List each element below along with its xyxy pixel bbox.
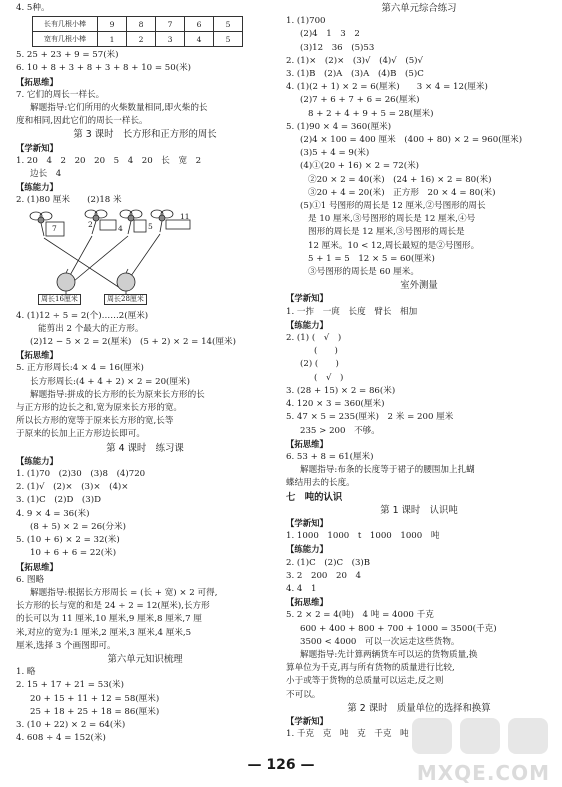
chapter-heading: 七 吨的认识: [286, 491, 343, 503]
answer-line: 2. (1)80 厘米 (2)18 米: [16, 195, 122, 206]
answer-line: 1. 略: [16, 667, 36, 678]
answer-line: 4. 120 × 3 = 360(厘米): [286, 399, 385, 410]
explanation-line: 度和相同,因此它们的周长一样长。: [16, 116, 148, 127]
explanation-line: 厘米,选择 3 个画图即可。: [16, 640, 116, 651]
explanation-line: 的长可以为 11 厘米,10 厘米,9 厘米,8 厘米,7 厘: [16, 614, 202, 625]
answer-line: 20 + 15 + 11 + 12 = 58(厘米): [30, 693, 160, 704]
explanation-line: 与正方形的边长之和,宽为原来长方形的宽。: [16, 403, 183, 414]
answer-line: 3. (28 + 15) × 2 = 86(米): [286, 385, 396, 396]
answer-line: (4)①(20 + 16) × 2 = 72(米): [300, 161, 420, 172]
answer-line: (5)①1 号图形的周长是 12 厘米,②号图形的周长: [300, 201, 486, 212]
left-column: [16, 2, 274, 745]
answer-line: 是 10 厘米,③号图形的周长是 12 厘米,④号: [308, 214, 476, 225]
answer-line: 5. 2 × 2 = 4(吨) 4 吨 = 4000 千克: [286, 610, 434, 621]
answer-line: 4. 4 1: [286, 583, 317, 594]
section-tag: 【拓思维】: [16, 350, 58, 361]
answer-line: 2. (1)C (2)C (3)B: [286, 557, 371, 568]
table-cell: 8: [127, 17, 156, 32]
answer-line: 4. (1)(2 + 1) × 2 = 6(厘米) 3 × 4 = 12(厘米): [286, 82, 488, 93]
answer-line: 8 + 2 + 4 + 9 + 5 = 28(厘米): [308, 108, 434, 119]
explanation-line: 不可以。: [286, 689, 321, 700]
answer-line: (3)5 + 4 = 9(米): [300, 148, 370, 159]
lesson-heading: 第 3 课时 长方形和正方形的周长: [73, 129, 217, 141]
answer-line: (2)4 × 100 = 400 厘米 (400 + 80) × 2 = 960(厘米): [300, 135, 523, 146]
answer-line: 5. 正方形周长:4 × 4 = 16(厘米): [16, 363, 144, 374]
explanation-line: 解题指导:拼成的长方形的长为原来长方形的长: [30, 389, 205, 400]
explanation-line: 小于或等于货物的总质量可以运走,反之则: [286, 676, 444, 687]
answer-line: (3)12 36 (5)53: [300, 42, 375, 53]
answer-line: 2. (1) ( √ ): [286, 333, 342, 344]
explanation-line: 所以长方形的宽等于原来长方形的宽,长等: [16, 416, 174, 427]
answer-line: 5. (10 + 6) × 2 = 32(米): [16, 535, 120, 546]
lesson-heading: 室外测量: [400, 280, 438, 292]
answer-line: 2. (1)× (2)× (3)√ (4)√ (5)√: [286, 55, 424, 66]
table-cell: 5: [214, 17, 243, 32]
answer-line: 7. 它们的周长一样长。: [16, 89, 105, 100]
watermark-text: MXQE.COM: [416, 760, 550, 785]
section-tag: 【练能力】: [16, 182, 58, 193]
explanation-line: 解题指导:根据长方形周长 = (长 + 宽) × 2 可得,: [30, 587, 218, 598]
answer-line: 12 厘米。10 < 12,周长最短的是②号图形。: [308, 240, 480, 251]
table-cell: 9: [98, 17, 127, 32]
table-cell: 6: [185, 17, 214, 32]
answer-line: 3. (1)B (2)A (3)A (4)B (5)C: [286, 69, 424, 80]
answer-line: (2) ( ): [300, 359, 339, 370]
lesson-heading: 第 2 课时 质量单位的选择和换算: [347, 702, 491, 714]
lesson-heading: 第六单元知识梳理: [107, 653, 183, 665]
answer-line: 4. (1)12 ÷ 5 = 2(个)……2(厘米): [16, 310, 149, 321]
answer-line: 3. (1)C (2)D (3)D: [16, 495, 101, 506]
lesson-heading: 第六单元综合练习: [381, 3, 457, 14]
answer-line: ②20 × 2 = 40(米) (24 + 16) × 2 = 80(米): [308, 174, 492, 185]
answer-line: 2. 15 + 17 + 21 = 53(米): [16, 680, 124, 691]
answer-line: 5. (1)90 × 4 = 360(厘米): [286, 121, 392, 132]
perimeter-label: 周长28厘米: [104, 294, 147, 305]
answer-line: 5. 25 + 23 + 9 = 57(米): [16, 50, 119, 61]
lesson-heading: 第 4 课时 练习课: [106, 442, 184, 454]
explanation-line: 解题指导:它们所用的火柴数量相同,即火柴的长: [30, 103, 208, 114]
answer-line: 4. 5种。: [16, 3, 50, 13]
answer-line: (2)12 − 5 × 2 = 2(厘米) (5 + 2) × 2 = 14(厘米): [30, 337, 236, 348]
answer-line: 长方形周长:(4 + 4 + 2) × 2 = 20(厘米): [30, 376, 190, 387]
perimeter-label: 周长16厘米: [38, 294, 81, 305]
section-tag: 【练能力】: [286, 544, 328, 555]
explanation-line: 算单位为千克,再与所有货物的质量进行比较,: [286, 663, 455, 674]
section-tag: 【拓思维】: [286, 597, 328, 608]
answer-line: ( ): [314, 346, 338, 357]
answer-line: 1. 20 4 2 20 20 5 4 20 长 宽 2: [16, 155, 202, 166]
matching-figure: [24, 208, 274, 310]
table-cell: 7: [156, 17, 185, 32]
explanation-line: 解题指导:布条的长度等于裙子的腰围加上扎蝴: [300, 465, 475, 476]
rect-side-label: 2: [88, 219, 93, 229]
answer-line: ( √ ): [314, 372, 344, 383]
answer-line: (2)7 + 6 + 7 + 6 = 26(厘米): [300, 95, 420, 106]
answer-line: 10 + 6 + 6 = 22(米): [30, 548, 117, 559]
answer-line: 6. 图略: [16, 574, 45, 585]
answer-line: 3. (10 + 22) × 2 = 64(米): [16, 719, 126, 730]
rect-side-label: 11: [180, 211, 190, 221]
section-tag: 【拓思维】: [16, 76, 58, 87]
answer-line: ③号图形的周长是 60 厘米。: [308, 267, 419, 278]
answer-line: 1. 1000 1000 t 1000 1000 吨: [286, 531, 440, 542]
answer-line: 6. 10 + 8 + 3 + 8 + 3 + 8 + 10 = 50(米): [16, 63, 192, 74]
table-row: [33, 32, 243, 47]
watermark: [372, 712, 558, 785]
answer-line: 25 + 18 + 25 + 18 = 86(厘米): [30, 706, 160, 717]
table-cell: 3: [156, 32, 185, 47]
answer-line: ③20 + 4 = 20(米) 正方形 20 × 4 = 80(米): [308, 187, 496, 198]
answer-line: 600 + 400 + 800 + 700 + 1000 = 3500(千克): [300, 623, 497, 634]
explanation-line: 蝶结用去的长度。: [286, 478, 355, 489]
answer-line: 1. (1)70 (2)30 (3)8 (4)720: [16, 469, 146, 480]
answer-line: 2. (1)√ (2)× (3)× (4)×: [16, 482, 129, 493]
explanation-line: 于原来的长加上正方形边长即可。: [16, 429, 145, 440]
explanation-line: 解题指导:先计算两辆货车可以运的货物质量,换: [300, 649, 478, 660]
answer-line: (2)4 1 3 2: [300, 29, 360, 40]
answer-line: 1. 一拃 一庹 长度 臂长 相加: [286, 306, 418, 317]
rect-side-label: 5: [148, 221, 153, 231]
answer-line: 能剪出 2 个最大的正方形。: [38, 323, 144, 334]
answer-line: (8 + 5) × 2 = 26(分米): [30, 521, 126, 532]
table-row: [33, 17, 243, 32]
page-number: — 126 —: [247, 757, 315, 773]
table-header: 长有几根小棒: [33, 17, 98, 32]
section-tag: 【拓思维】: [286, 438, 328, 449]
section-tag: 【学新知】: [286, 293, 328, 304]
table-cell: 1: [98, 32, 127, 47]
table-cell: 5: [214, 32, 243, 47]
lesson-heading: 第 1 课时 认识吨: [380, 504, 458, 516]
answer-line: 1. (1)700: [286, 16, 326, 27]
answer-line: 4. 9 × 4 = 36(米): [16, 508, 90, 519]
answer-line: 235 > 200 不够。: [300, 425, 380, 436]
answer-line: 5 + 1 = 5 12 × 5 = 60(厘米): [308, 253, 435, 264]
answer-line: 4. 608 ÷ 4 = 152(米): [16, 733, 106, 744]
rect-side-label: 7: [52, 223, 57, 233]
sticks-table: [32, 16, 243, 47]
table-cell: 4: [185, 32, 214, 47]
answer-line: 6. 53 + 8 = 61(厘米): [286, 451, 374, 462]
section-tag: 【学新知】: [286, 517, 328, 528]
section-tag: 【练能力】: [16, 455, 58, 466]
explanation-line: 米,对应的宽为:1 厘米,2 厘米,3 厘米,4 厘米,5: [16, 627, 192, 638]
answer-line: 3500 < 4000 可以一次运走这些货物。: [300, 636, 460, 647]
right-column: [286, 2, 552, 741]
table-cell: 2: [127, 32, 156, 47]
answer-line: 5. 47 × 5 = 235(厘米) 2 米 = 200 厘米: [286, 412, 454, 423]
answer-line: 边长 4: [30, 169, 62, 180]
answer-line: 图形的周长是 12 厘米,③号图形的周长是: [308, 227, 465, 238]
section-tag: 【拓思维】: [16, 561, 58, 572]
table-header: 宽有几根小棒: [33, 32, 98, 47]
explanation-line: 长方形的长与宽的和是 24 ÷ 2 = 12(厘米),长方形: [16, 601, 210, 612]
section-tag: 【练能力】: [286, 319, 328, 330]
answer-line: 1. 千克 克 吨 克 千克 吨: [286, 729, 409, 740]
section-tag: 【学新知】: [16, 142, 58, 153]
section-tag: 【学新知】: [286, 715, 328, 726]
rect-side-label: 4: [118, 223, 123, 233]
answer-line: 3. 2 200 20 4: [286, 570, 361, 581]
